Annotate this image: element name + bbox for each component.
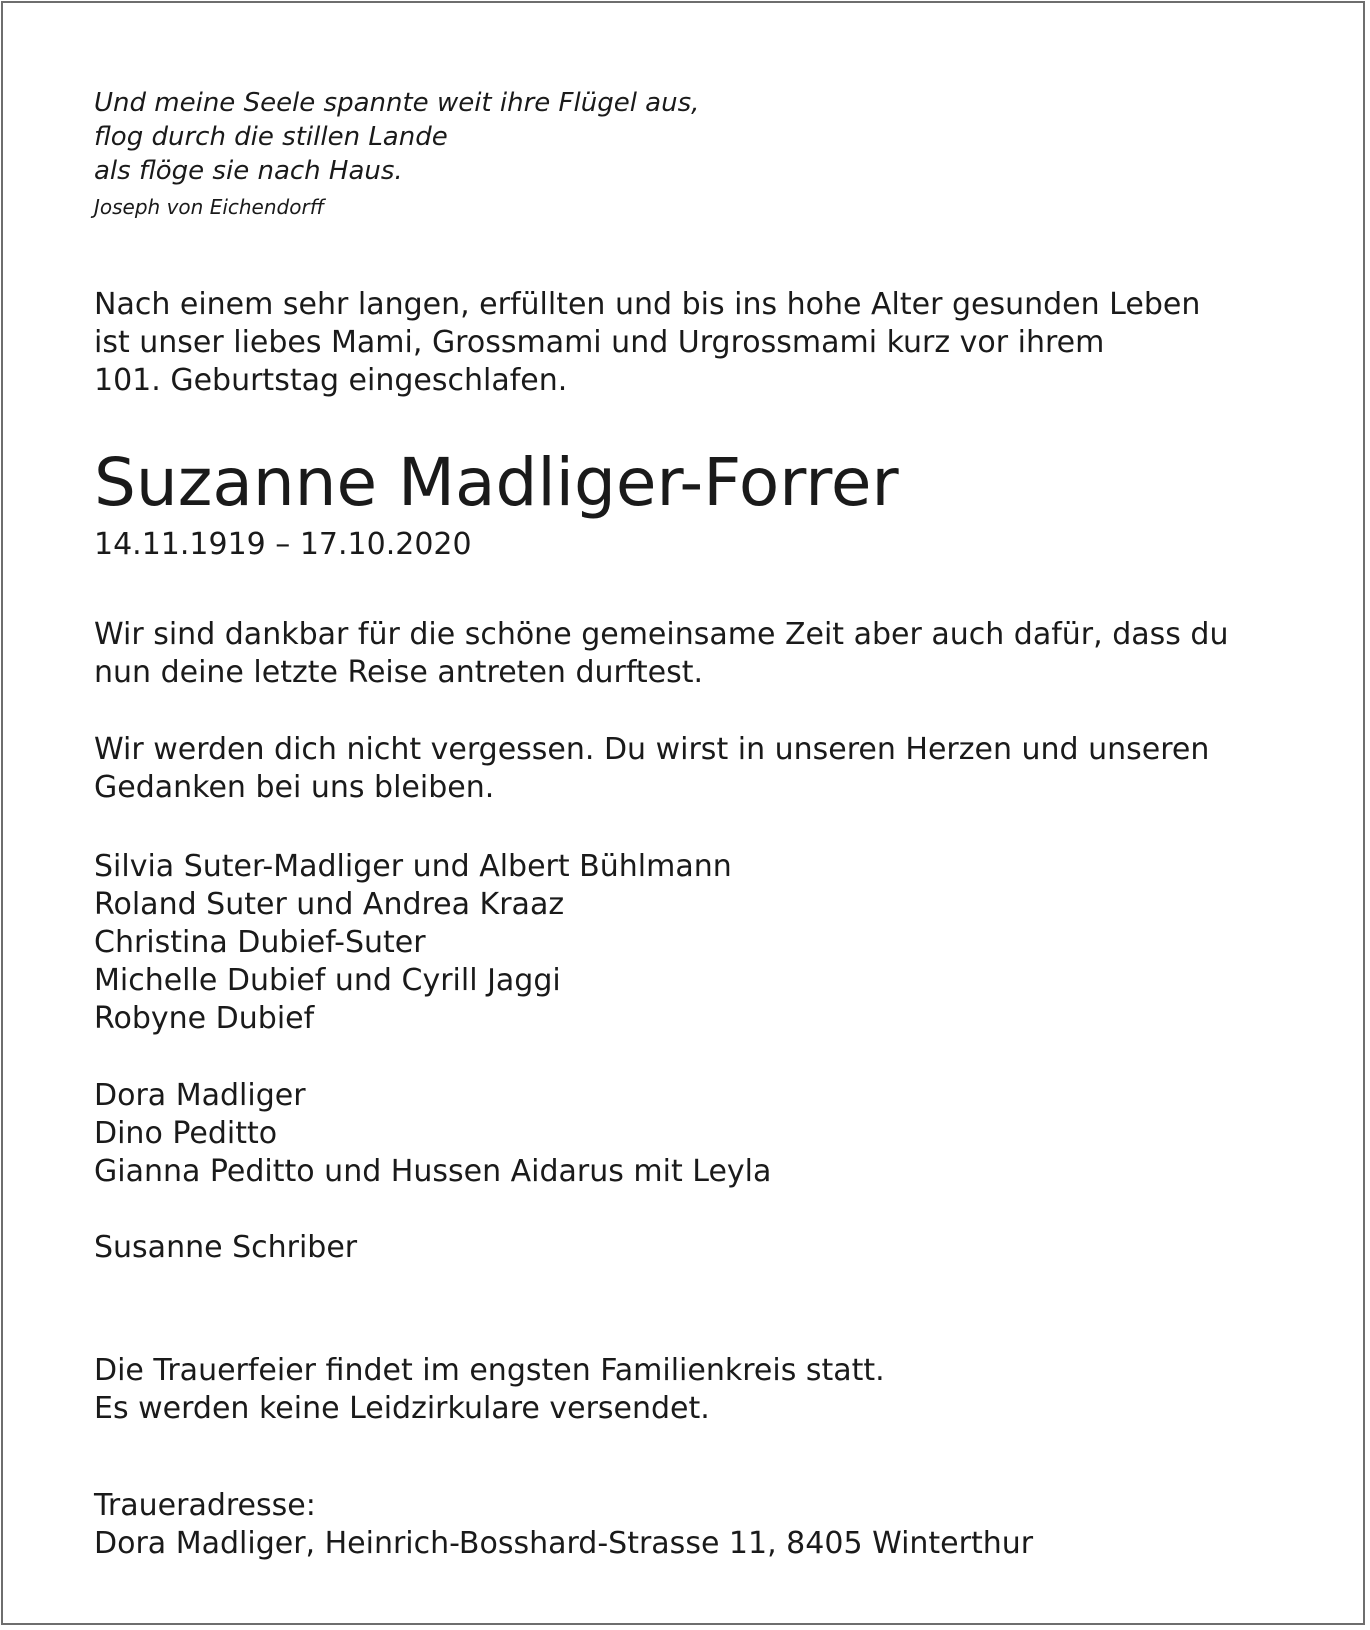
address-value: Dora Madliger, Heinrich-Bosshard-Strasse 11, 8405 Winterthur bbox=[94, 1526, 1034, 1561]
mourner-name: Dora Madliger bbox=[94, 1078, 306, 1113]
intro-paragraph bbox=[94, 286, 1200, 400]
address-label: Traueradresse: bbox=[94, 1488, 316, 1523]
intro-line: Nach einem sehr langen, erfüllten und bis ins hohe Alter gesunden Leben bbox=[94, 287, 1201, 322]
poem-quote bbox=[94, 86, 699, 188]
poem-author: Joseph von Eichendorff bbox=[94, 195, 325, 219]
gratitude-line: nun deine letzte Reise antreten durftest. bbox=[94, 655, 704, 690]
mourner-name: Roland Suter und Andrea Kraaz bbox=[94, 887, 565, 922]
mourner-name: Robyne Dubief bbox=[94, 1001, 315, 1036]
funeral-notice bbox=[94, 1352, 885, 1428]
deceased-name: Suzanne Madliger-Forrer bbox=[94, 444, 899, 521]
family-group-3 bbox=[94, 1229, 357, 1267]
mourner-name: Dino Peditto bbox=[94, 1116, 278, 1151]
family-group-1 bbox=[94, 848, 732, 1038]
intro-line: 101. Geburtstag eingeschlafen. bbox=[94, 363, 568, 398]
intro-line: ist unser liebes Mami, Grossmami und Urgrossmami kurz vor ihrem bbox=[94, 325, 1105, 360]
mourner-name: Silvia Suter-Madliger und Albert Bühlmann bbox=[94, 849, 732, 884]
mourner-name: Susanne Schriber bbox=[94, 1230, 358, 1265]
gratitude-paragraph bbox=[94, 616, 1228, 692]
mourner-name: Christina Dubief-Suter bbox=[94, 925, 426, 960]
mourner-name: Michelle Dubief und Cyrill Jaggi bbox=[94, 963, 561, 998]
remember-line: Wir werden dich nicht vergessen. Du wirst in unseren Herzen und unseren bbox=[94, 732, 1210, 767]
life-dates: 14.11.1919 – 17.10.2020 bbox=[94, 527, 472, 562]
notice-line: Es werden keine Leidzirkulare versendet. bbox=[94, 1391, 710, 1426]
notice-line: Die Trauerfeier findet im engsten Familienkreis statt. bbox=[94, 1353, 885, 1388]
remember-paragraph bbox=[94, 731, 1209, 807]
poem-line: Und meine Seele spannte weit ihre Flügel aus, bbox=[94, 88, 700, 118]
gratitude-line: Wir sind dankbar für die schöne gemeinsame Zeit aber auch dafür, dass du bbox=[94, 617, 1229, 652]
poem-line: flog durch die stillen Lande bbox=[94, 122, 448, 152]
mourner-name: Gianna Peditto und Hussen Aidarus mit Leyla bbox=[94, 1154, 772, 1189]
family-group-2 bbox=[94, 1077, 771, 1191]
remember-line: Gedanken bei uns bleiben. bbox=[94, 770, 495, 805]
poem-line: als flöge sie nach Haus. bbox=[94, 156, 403, 186]
